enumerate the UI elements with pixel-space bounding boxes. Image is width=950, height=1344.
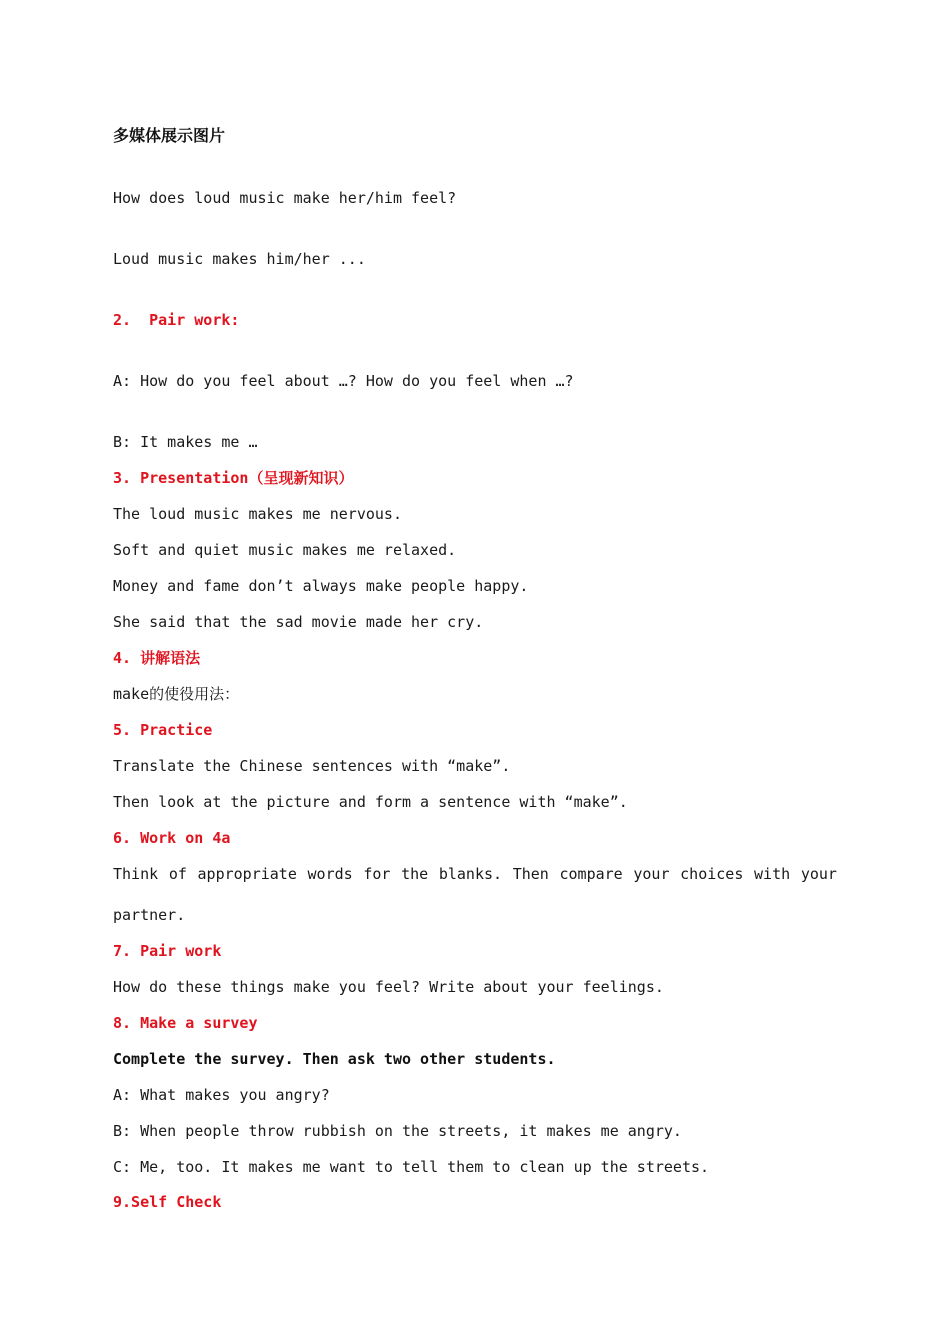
survey-line-c: C: Me, too. It makes me want to tell them to clean up the streets. xyxy=(113,1158,710,1176)
section-heading-survey: 8. Make a survey xyxy=(113,1014,258,1032)
pair-work-line: How do these things make you feel? Write about your feelings. xyxy=(113,978,664,996)
work-on-4a-line-2: partner. xyxy=(113,906,186,924)
word: appropriate xyxy=(197,865,297,883)
word: Then xyxy=(512,865,549,883)
dialogue-line-b: B: It makes me … xyxy=(113,433,258,451)
work-on-4a-line-1 xyxy=(113,864,837,884)
section-heading-presentation: 3. Presentation（呈现新知识） xyxy=(113,469,354,487)
presentation-line-2: Soft and quiet music makes me relaxed. xyxy=(113,541,457,559)
dialogue-line-a: A: How do you feel about …? How do you feel when …? xyxy=(113,372,574,390)
intro-question: How does loud music make her/him feel? xyxy=(113,189,457,207)
section-heading-work-on-4a: 6. Work on 4a xyxy=(113,829,231,847)
word: blanks. xyxy=(438,865,503,883)
word: with xyxy=(754,865,791,883)
word: Think xyxy=(113,865,159,883)
word: for xyxy=(363,865,391,883)
presentation-line-4: She said that the sad movie made her cry. xyxy=(113,613,484,631)
practice-line-2: Then look at the picture and form a sentence with “make”. xyxy=(113,793,628,811)
page-title: 多媒体展示图片 xyxy=(113,126,226,145)
presentation-line-3: Money and fame don’t always make people happy. xyxy=(113,577,529,595)
word: of xyxy=(168,865,187,883)
presentation-line-1: The loud music makes me nervous. xyxy=(113,505,402,523)
survey-instruction: Complete the survey. Then ask two other students. xyxy=(113,1050,556,1068)
section-heading-pair-work-2: 7. Pair work xyxy=(113,942,222,960)
practice-line-1: Translate the Chinese sentences with “make”. xyxy=(113,757,511,775)
section-heading-pair-work: 2. Pair work: xyxy=(113,311,240,329)
word: words xyxy=(307,865,353,883)
word: choices xyxy=(680,865,744,883)
survey-line-a: A: What makes you angry? xyxy=(113,1086,330,1104)
intro-answer: Loud music makes him/her ... xyxy=(113,250,366,268)
word: your xyxy=(800,865,837,883)
section-heading-grammar: 4. 讲解语法 xyxy=(113,649,201,667)
grammar-line: make的使役用法： xyxy=(113,685,240,703)
word: your xyxy=(633,865,670,883)
section-heading-self-check: 9.Self Check xyxy=(113,1193,222,1211)
survey-line-b: B: When people throw rubbish on the streets, it makes me angry. xyxy=(113,1122,682,1140)
word: the xyxy=(401,865,429,883)
section-heading-practice: 5. Practice xyxy=(113,721,213,739)
word: compare xyxy=(559,865,623,883)
